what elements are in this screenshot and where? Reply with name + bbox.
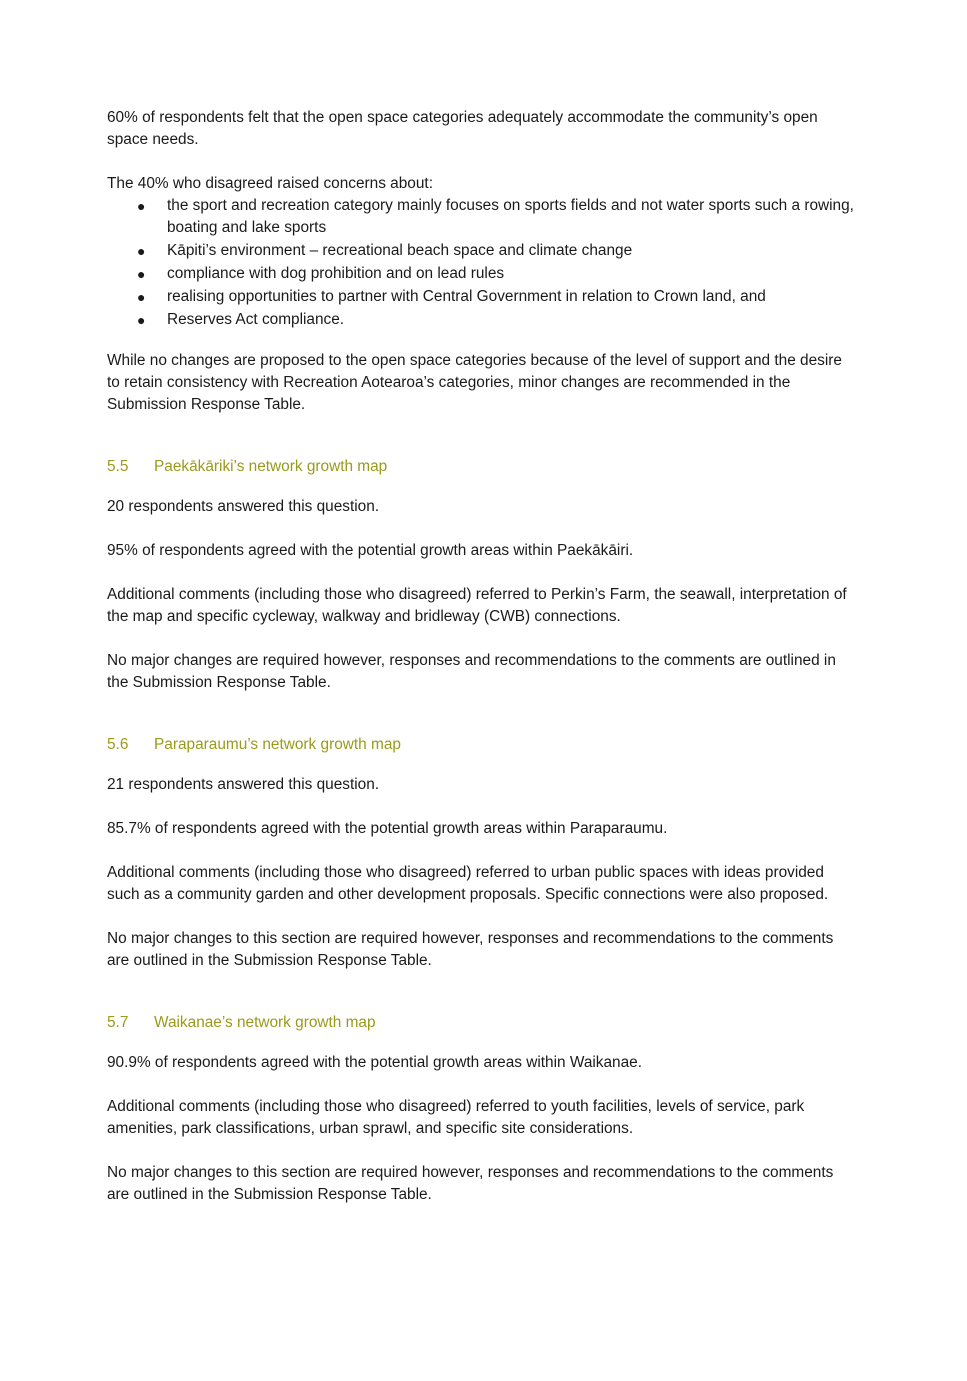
list-item: ● the sport and recreation category mainly focuses on sports fields and not water sports such a rowing, boating and lake sports <box>137 197 854 236</box>
s55-paragraph-2: 95% of respondents agreed with the potential growth areas within Paekākāiri. <box>107 542 634 559</box>
section-title: Waikanae’s network growth map <box>154 1014 376 1031</box>
bullet-icon: ● <box>137 266 146 282</box>
s55-paragraph-3: Additional comments (including those who disagreed) referred to Perkin’s Farm, the seawall, interpretation of the map and specific cycleway, walkway and bridleway (CWB) connections. <box>107 586 847 625</box>
document-page <box>107 107 859 1206</box>
list-item: ● realising opportunities to partner with Central Government in relation to Crown land, and <box>107 286 859 308</box>
section-title: Paraparaumu’s network growth map <box>154 736 401 753</box>
s56-paragraph-3: Additional comments (including those who disagreed) referred to urban public spaces with ideas provided such as a community garden and other development proposals. Specific connections were also proposed. <box>107 864 829 903</box>
intro-paragraph-2: The 40% who disagreed raised concerns about: <box>107 175 433 192</box>
s55-paragraph-4: No major changes are required however, responses and recommendations to the comments are outlined in the Submission Response Table. <box>107 652 836 691</box>
list-item: ● Reserves Act compliance. <box>107 309 859 331</box>
section-heading-5-7 <box>107 1012 859 1034</box>
section-number: 5.7 <box>107 1014 129 1031</box>
bullet-icon: ● <box>137 198 146 214</box>
s57-paragraph-1: 90.9% of respondents agreed with the potential growth areas within Waikanae. <box>107 1054 643 1071</box>
intro-paragraph-1: 60% of respondents felt that the open space categories adequately accommodate the community’s open space needs. <box>107 109 818 148</box>
bullet-icon: ● <box>137 243 146 259</box>
list-item: ● Kāpiti’s environment – recreational beach space and climate change <box>107 240 859 262</box>
section-number: 5.5 <box>107 458 129 475</box>
s56-paragraph-4: No major changes to this section are required however, responses and recommendations to the comments are outlined in the Submission Response Table. <box>107 930 834 969</box>
bullet-icon: ● <box>137 289 146 305</box>
section-title: Paekākāriki’s network growth map <box>154 458 388 475</box>
s57-paragraph-2: Additional comments (including those who disagreed) referred to youth facilities, levels of service, park amenities, park classifications, urban sprawl, and specific site considerations. <box>107 1098 805 1137</box>
concerns-list <box>107 195 859 331</box>
s57-paragraph-3: No major changes to this section are required however, responses and recommendations to the comments are outlined in the Submission Response Table. <box>107 1164 834 1203</box>
list-item: ● compliance with dog prohibition and on lead rules <box>107 263 859 285</box>
s56-paragraph-2: 85.7% of respondents agreed with the potential growth areas within Paraparaumu. <box>107 820 668 837</box>
intro-paragraph-3: While no changes are proposed to the open space categories because of the level of support and the desire to retain consistency with Recreation Aotearoa’s categories, minor changes are recommended in the Submission Response Table. <box>107 352 842 413</box>
bullet-icon: ● <box>137 312 146 328</box>
section-number: 5.6 <box>107 736 129 753</box>
section-heading-5-5 <box>107 456 859 478</box>
section-heading-5-6 <box>107 734 859 756</box>
s55-paragraph-1: 20 respondents answered this question. <box>107 498 380 515</box>
s56-paragraph-1: 21 respondents answered this question. <box>107 776 380 793</box>
